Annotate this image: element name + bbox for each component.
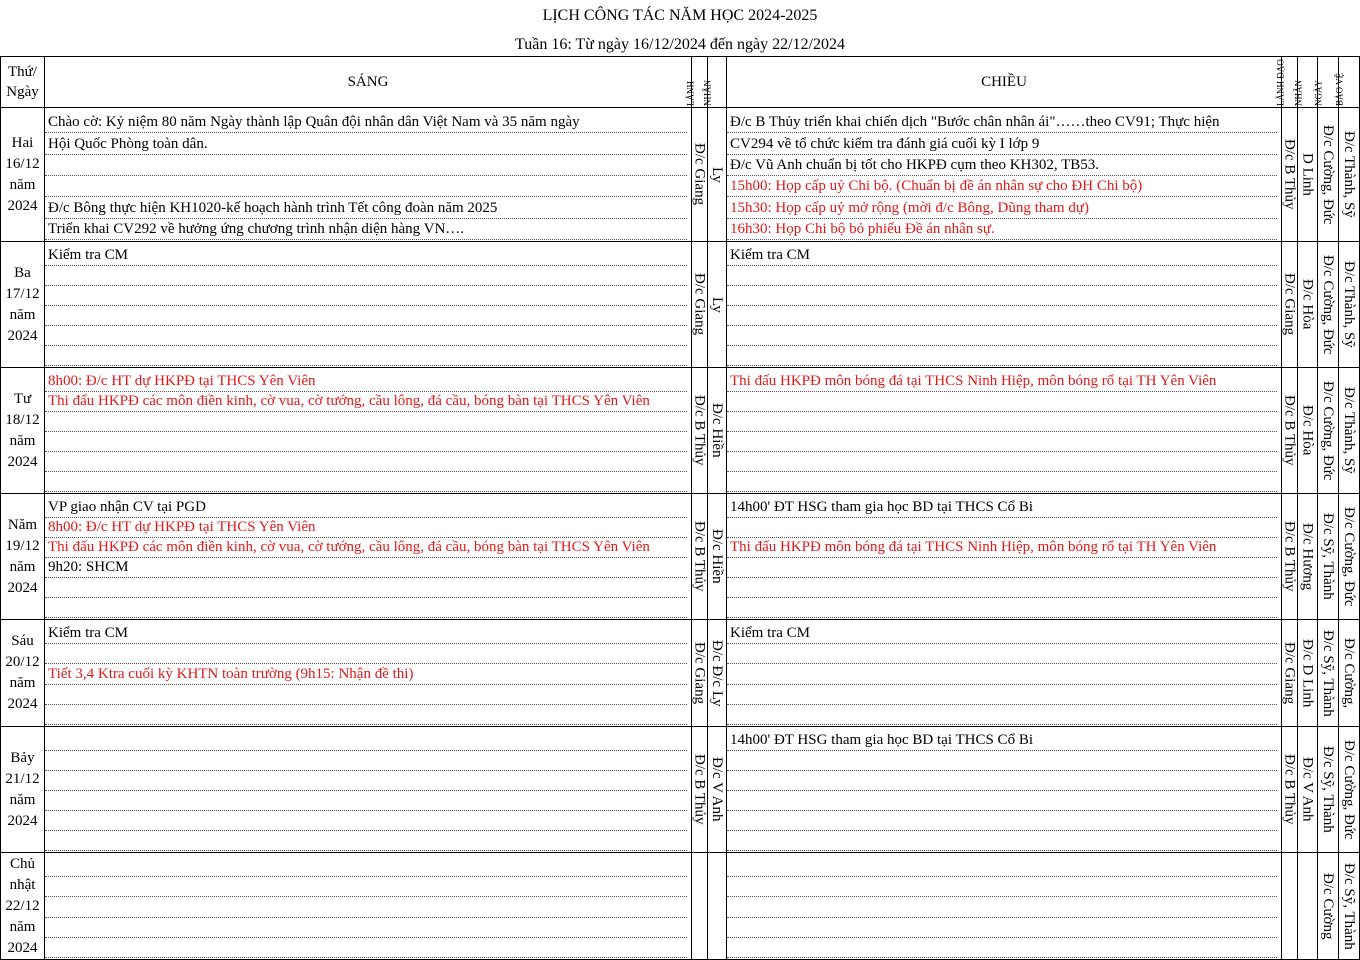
staff-pm-cell-text: D Linh bbox=[1299, 153, 1316, 196]
duty-cell bbox=[1318, 369, 1338, 492]
guard-cell-text: Đ/c Cường, Đức bbox=[1341, 506, 1357, 607]
dotted-rule bbox=[45, 770, 687, 771]
day-label-line: năm bbox=[9, 675, 36, 691]
staff-am-cell-text: Đ/c Hiền bbox=[709, 529, 725, 584]
day-label-line: Hai bbox=[11, 134, 34, 151]
dotted-rule bbox=[45, 617, 687, 618]
guard-cell bbox=[1339, 854, 1359, 958]
guard-cell bbox=[1339, 621, 1359, 725]
row-divider bbox=[0, 726, 1360, 727]
dotted-rule bbox=[727, 391, 1277, 392]
day-label-line: năm bbox=[9, 558, 36, 575]
staff-am-cell-text: Đ/c V Anh bbox=[709, 757, 725, 822]
day-label bbox=[1, 108, 44, 241]
morning-task-line: 8h00: Đ/c HT dự HKPĐ tại THCS Yên Viên bbox=[48, 373, 316, 389]
day-label bbox=[1, 368, 44, 493]
afternoon-task-line: Đ/c B Thủy triển khai chiến dịch "Bước chân nhân ái"……theo CV91; Thực hiện bbox=[730, 114, 1220, 131]
leader-am-cell-text: Đ/c B Thủy bbox=[691, 395, 708, 466]
dotted-rule bbox=[45, 471, 687, 472]
staff-am-cell-text: Đ/c Đ/c Ly bbox=[709, 639, 725, 707]
guard-cell-text: Đ/c Thành, Sỹ bbox=[1341, 387, 1357, 474]
header-guard: BẢO VỆ bbox=[1334, 72, 1345, 106]
day-label-line: 19/12 bbox=[5, 537, 40, 554]
dotted-rule bbox=[45, 684, 687, 685]
leader-am-cell bbox=[692, 728, 707, 851]
dotted-rule bbox=[727, 218, 1277, 219]
dotted-rule bbox=[45, 750, 687, 751]
staff-pm-cell-text: Đ/c D Linh bbox=[1299, 638, 1316, 708]
leader-pm-cell-text: Đ/c B Thủy bbox=[1281, 754, 1298, 825]
afternoon-task-line: 15h30: Họp cấp uỷ mở rộng (mời đ/c Bông, Dũng tham dự) bbox=[730, 199, 1089, 216]
staff-am-cell bbox=[708, 854, 726, 958]
leader-am-cell bbox=[692, 621, 707, 725]
header-day: Thứ/ Ngày bbox=[6, 64, 39, 100]
morning-task-line: Kiểm tra CM bbox=[48, 625, 128, 642]
dotted-rule bbox=[45, 239, 687, 240]
dotted-rule bbox=[45, 557, 687, 558]
leader-am-cell-text: Đ/c B Thủy bbox=[691, 754, 708, 825]
dotted-rule bbox=[45, 285, 687, 286]
header-morning: SÁNG bbox=[347, 74, 389, 90]
header-leader-pm: LÃNH ĐẠO bbox=[1275, 59, 1285, 106]
leader-pm-cell bbox=[1282, 243, 1297, 366]
dotted-rule bbox=[727, 790, 1277, 791]
leader-pm-cell bbox=[1282, 621, 1297, 725]
row-divider bbox=[0, 619, 1360, 620]
row-divider bbox=[0, 493, 1360, 494]
dotted-rule bbox=[727, 896, 1277, 897]
leader-pm-cell bbox=[1282, 728, 1297, 851]
dotted-rule bbox=[727, 431, 1277, 432]
row-divider bbox=[0, 367, 1360, 368]
morning-task-line: Kiểm tra CM bbox=[48, 247, 128, 263]
leader-pm-cell-text: Đ/c B Thủy bbox=[1281, 395, 1298, 466]
dotted-rule bbox=[45, 850, 687, 851]
duty-cell-text: Đ/c Sỹ, Thành bbox=[1320, 513, 1336, 600]
dotted-rule bbox=[45, 411, 687, 412]
leader-pm-cell bbox=[1282, 495, 1297, 618]
afternoon-task-line: 15h00: Họp cấp uỷ Chi bộ. (Chuẩn bị đề án nhân sự cho ĐH Chi bộ) bbox=[730, 178, 1143, 195]
guard-cell bbox=[1339, 109, 1359, 240]
dotted-rule bbox=[727, 285, 1277, 286]
duty-cell bbox=[1318, 854, 1338, 958]
duty-cell-text: Đ/c Cường, Đức bbox=[1320, 254, 1336, 355]
dotted-rule bbox=[727, 471, 1277, 472]
guard-cell bbox=[1339, 495, 1359, 618]
dotted-rule bbox=[45, 937, 687, 938]
afternoon-task-line: 16h30: Họp Chi bộ bỏ phiếu Đề án nhân sự. bbox=[730, 221, 995, 237]
morning-task-line: Thi đấu HKPĐ các môn điền kinh, cờ vua, cờ tướng, cầu lông, đá cầu, bóng bàn tại THCS Yên Viên bbox=[48, 539, 650, 555]
day-label bbox=[1, 853, 44, 959]
duty-cell-text: Đ/c Sỹ, Thành bbox=[1320, 629, 1336, 717]
dotted-rule bbox=[45, 305, 687, 306]
dotted-rule bbox=[727, 810, 1277, 811]
dotted-rule bbox=[727, 345, 1277, 346]
leader-pm-cell-text: Đ/c B Thủy bbox=[1281, 139, 1298, 210]
dotted-rule bbox=[727, 557, 1277, 558]
dotted-rule bbox=[727, 957, 1277, 958]
day-label-line: năm bbox=[9, 176, 36, 193]
staff-am-cell bbox=[708, 728, 726, 851]
morning-task-line: VP giao nhận CV tại PGD bbox=[48, 499, 206, 515]
afternoon-task-line: Thi đấu HKPĐ môn bóng đá tại THCS Ninh Hiệp, môn bóng rổ tại TH Yên Viên bbox=[730, 539, 1217, 555]
guard-cell-text: Đ/c Thành, Sỹ bbox=[1341, 131, 1357, 218]
dotted-rule bbox=[727, 850, 1277, 851]
staff-pm-cell bbox=[1298, 495, 1317, 618]
dotted-rule bbox=[45, 491, 687, 492]
staff-pm-cell bbox=[1298, 109, 1317, 240]
duty-cell-text: Đ/c Cường, Đức bbox=[1320, 380, 1336, 481]
leader-pm-cell bbox=[1282, 109, 1297, 240]
day-label-line: Tư bbox=[13, 390, 32, 407]
guard-cell bbox=[1339, 243, 1359, 366]
dotted-rule bbox=[727, 917, 1277, 918]
dotted-rule bbox=[727, 876, 1277, 877]
dotted-rule bbox=[727, 770, 1277, 771]
leader-am-cell-text: Đ/c Giang bbox=[691, 143, 708, 206]
dotted-rule bbox=[727, 175, 1277, 176]
dotted-rule bbox=[727, 643, 1277, 644]
morning-task-line: Tiết 3,4 Ktra cuối kỳ KHTN toàn trường (9h15: Nhận đề thi) bbox=[48, 665, 414, 682]
leader-am-cell bbox=[692, 243, 707, 366]
morning-task-line: Thi đấu HKPĐ các môn điền kinh, cờ vua, cờ tướng, cầu lông, đá cầu, bóng bàn tại THCS Yên Viên bbox=[48, 393, 650, 409]
dotted-rule bbox=[727, 830, 1277, 831]
day-label-line: Bảy bbox=[10, 749, 35, 766]
dotted-rule bbox=[45, 830, 687, 831]
dotted-rule bbox=[727, 577, 1277, 578]
afternoon-task-line: CV294 về tổ chức kiểm tra đánh giá cuối kỳ I lớp 9 bbox=[730, 135, 1040, 152]
afternoon-task-line: 14h00' ĐT HSG tham gia học BD tại THCS Cổ Bi bbox=[730, 499, 1033, 515]
day-label-line: 20/12 bbox=[5, 654, 40, 670]
staff-pm-cell bbox=[1298, 243, 1317, 366]
morning-task-line: Hội Quốc Phòng toàn dân. bbox=[48, 135, 208, 152]
day-label-line: năm bbox=[9, 432, 36, 449]
staff-pm-cell bbox=[1298, 728, 1317, 851]
dotted-rule bbox=[727, 305, 1277, 306]
dotted-rule bbox=[727, 411, 1277, 412]
staff-pm-cell-text: Đ/c Hòa bbox=[1299, 279, 1316, 330]
day-label-line: 16/12 bbox=[5, 155, 40, 172]
leader-am-cell bbox=[692, 495, 707, 618]
day-label bbox=[1, 494, 44, 619]
dotted-rule bbox=[45, 365, 687, 366]
leader-pm-cell-text: Đ/c B Thủy bbox=[1281, 521, 1298, 592]
guard-cell bbox=[1339, 369, 1359, 492]
guard-cell bbox=[1339, 728, 1359, 851]
day-label-line: 17/12 bbox=[5, 285, 40, 302]
staff-am-cell bbox=[708, 621, 726, 725]
dotted-rule bbox=[727, 663, 1277, 664]
dotted-rule bbox=[727, 704, 1277, 705]
leader-am-cell-text: Đ/c Giang bbox=[691, 641, 708, 705]
day-label-line: Ba bbox=[14, 264, 31, 281]
leader-am-cell-text: Đ/c B Thủy bbox=[691, 521, 708, 592]
morning-task-line: Chào cờ: Kỷ niệm 80 năm Ngày thành lập Quân đội nhân dân Việt Nam và 35 năm ngày bbox=[48, 114, 580, 131]
dotted-rule bbox=[727, 617, 1277, 618]
day-label-line: năm bbox=[9, 918, 36, 935]
day-label-line: 2024 bbox=[7, 453, 38, 470]
dotted-rule bbox=[45, 265, 687, 266]
dotted-rule bbox=[45, 896, 687, 897]
dotted-rule bbox=[45, 577, 687, 578]
day-label-line: 18/12 bbox=[5, 411, 40, 428]
dotted-rule bbox=[45, 345, 687, 346]
dotted-rule bbox=[727, 154, 1277, 155]
day-label-line: Sáu bbox=[11, 633, 34, 649]
duty-cell-text: Đ/c Cường bbox=[1320, 872, 1336, 940]
dotted-rule bbox=[727, 517, 1277, 518]
day-label-line: 2024 bbox=[7, 579, 38, 596]
header-leader-am: LÃNH bbox=[685, 81, 695, 106]
day-label bbox=[1, 620, 44, 726]
day-label-line: Năm bbox=[7, 516, 38, 533]
day-label bbox=[1, 727, 44, 852]
duty-cell bbox=[1318, 109, 1338, 240]
morning-task-line: Đ/c Bông thực hiện KH1020-kế hoạch hành trình Tết công đoàn năm 2025 bbox=[48, 199, 498, 216]
guard-cell-text: Đ/c Cường, Đức bbox=[1341, 739, 1357, 840]
guard-cell-text: Đ/c Cường, bbox=[1341, 637, 1357, 709]
dotted-rule bbox=[45, 643, 687, 644]
afternoon-task-line: Thi đấu HKPĐ môn bóng đá tại THCS Ninh Hiệp, môn bóng rổ tại TH Yên Viên bbox=[730, 373, 1217, 389]
header-duty-day: NGÀY bbox=[1313, 80, 1324, 106]
dotted-rule bbox=[45, 325, 687, 326]
dotted-rule bbox=[727, 325, 1277, 326]
row-divider bbox=[0, 852, 1360, 853]
morning-task-line: Triển khai CV292 về hưởng ứng chương trình nhận diện hàng VN…. bbox=[48, 221, 465, 237]
duty-cell-text: Đ/c Sỹ, Thành bbox=[1320, 746, 1336, 833]
staff-pm-cell-text: Đ/c Hương bbox=[1299, 522, 1316, 591]
dotted-rule bbox=[727, 196, 1277, 197]
staff-am-cell bbox=[708, 495, 726, 618]
dotted-rule bbox=[45, 790, 687, 791]
day-label-line: Chủ bbox=[9, 855, 35, 872]
dotted-rule bbox=[45, 218, 687, 219]
day-label-line: 2024 bbox=[7, 812, 38, 829]
dotted-rule bbox=[727, 937, 1277, 938]
afternoon-task-line: Kiểm tra CM bbox=[730, 625, 810, 642]
dotted-rule bbox=[45, 876, 687, 877]
leader-pm-cell-text: Đ/c Giang bbox=[1281, 641, 1298, 705]
day-label-line: 22/12 bbox=[5, 897, 40, 914]
morning-task-line: 9h20: SHCM bbox=[48, 559, 129, 575]
staff-am-cell-text: Ly bbox=[709, 166, 725, 183]
staff-am-cell bbox=[708, 369, 726, 492]
staff-pm-cell-text: Đ/c Hòa bbox=[1299, 405, 1316, 456]
afternoon-task-line: Kiểm tra CM bbox=[730, 247, 810, 263]
dotted-rule bbox=[45, 957, 687, 958]
staff-pm-cell bbox=[1298, 621, 1317, 725]
dotted-rule bbox=[727, 597, 1277, 598]
week-subtitle: Tuần 16: Từ ngày 16/12/2024 đến ngày 22/12/2024 bbox=[515, 36, 845, 53]
dotted-rule bbox=[45, 597, 687, 598]
staff-am-cell-text: Ly bbox=[709, 296, 725, 313]
leader-am-cell bbox=[692, 109, 707, 240]
column-divider bbox=[44, 56, 45, 960]
dotted-rule bbox=[727, 239, 1277, 240]
day-label-line: 21/12 bbox=[5, 770, 40, 787]
day-label-line: 2024 bbox=[7, 939, 38, 956]
dotted-rule bbox=[45, 704, 687, 705]
staff-am-cell bbox=[708, 109, 726, 240]
dotted-rule bbox=[45, 917, 687, 918]
dotted-rule bbox=[727, 750, 1277, 751]
duty-cell-text: Đ/c Cường, Đức bbox=[1320, 124, 1336, 225]
dotted-rule bbox=[727, 451, 1277, 452]
leader-pm-cell bbox=[1282, 854, 1297, 958]
header-staff-pm: NHÂN bbox=[1293, 80, 1303, 106]
day-label bbox=[1, 242, 44, 367]
staff-am-cell-text: Đ/c Hiền bbox=[709, 403, 725, 458]
day-label-line: năm bbox=[9, 791, 36, 808]
dotted-rule bbox=[45, 196, 687, 197]
leader-pm-cell-text: Đ/c Giang bbox=[1281, 273, 1298, 336]
duty-cell bbox=[1318, 495, 1338, 618]
day-label-line: 2024 bbox=[7, 327, 38, 344]
leader-am-cell bbox=[692, 369, 707, 492]
column-divider bbox=[726, 56, 727, 960]
row-divider bbox=[0, 107, 1360, 108]
afternoon-task-line: 14h00' ĐT HSG tham gia học BD tại THCS Cổ Bi bbox=[730, 732, 1033, 748]
header-afternoon: CHIỀU bbox=[981, 74, 1027, 90]
dotted-rule bbox=[45, 451, 687, 452]
dotted-rule bbox=[45, 431, 687, 432]
day-label-line: năm bbox=[9, 306, 36, 323]
header-staff-am: NHÂN bbox=[702, 80, 713, 106]
duty-cell bbox=[1318, 243, 1338, 366]
dotted-rule bbox=[727, 265, 1277, 266]
day-label-line: 2024 bbox=[7, 197, 38, 214]
leader-pm-cell bbox=[1282, 369, 1297, 492]
row-divider bbox=[0, 241, 1360, 242]
dotted-rule bbox=[727, 724, 1277, 725]
dotted-rule bbox=[45, 132, 687, 133]
staff-pm-cell-text: Đ/c V Anh bbox=[1299, 757, 1316, 822]
dotted-rule bbox=[45, 810, 687, 811]
dotted-rule bbox=[45, 724, 687, 725]
dotted-rule bbox=[727, 684, 1277, 685]
morning-task-line: 8h00: Đ/c HT dự HKPĐ tại THCS Yên Viên bbox=[48, 519, 316, 535]
guard-cell-text: Đ/c Thành, Sỹ bbox=[1341, 261, 1357, 348]
leader-am-cell bbox=[692, 854, 707, 958]
dotted-rule bbox=[727, 132, 1277, 133]
day-label-line: 2024 bbox=[7, 696, 38, 712]
leader-am-cell-text: Đ/c Giang bbox=[691, 273, 708, 336]
guard-cell-text: Đ/c Sỹ, Thành bbox=[1341, 862, 1357, 950]
staff-pm-cell bbox=[1298, 369, 1317, 492]
duty-cell bbox=[1318, 621, 1338, 725]
dotted-rule bbox=[727, 365, 1277, 366]
duty-cell bbox=[1318, 728, 1338, 851]
dotted-rule bbox=[45, 175, 687, 176]
staff-pm-cell bbox=[1298, 854, 1317, 958]
staff-am-cell bbox=[708, 243, 726, 366]
page-title: LỊCH CÔNG TÁC NĂM HỌC 2024-2025 bbox=[542, 7, 818, 24]
dotted-rule bbox=[727, 491, 1277, 492]
dotted-rule bbox=[45, 154, 687, 155]
afternoon-task-line: Đ/c Vũ Anh chuẩn bị tốt cho HKPĐ cụm theo KH302, TB53. bbox=[730, 157, 1100, 173]
day-label-line: nhật bbox=[9, 876, 36, 893]
